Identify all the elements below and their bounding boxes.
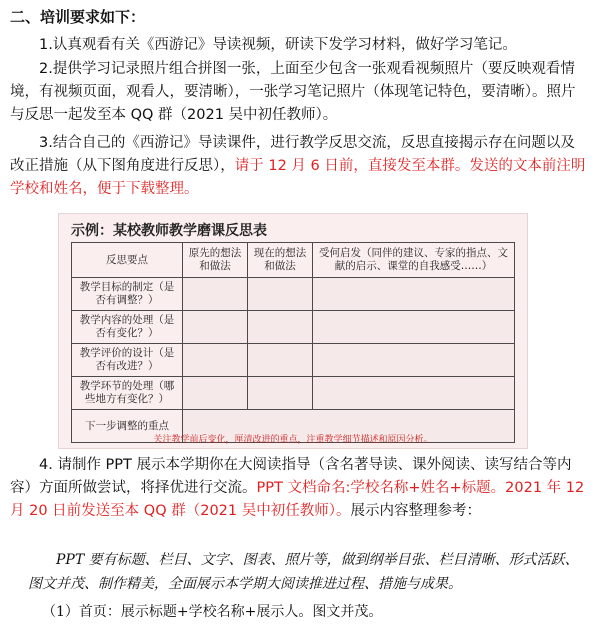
table-cell	[313, 278, 515, 311]
requirement-3	[10, 132, 588, 201]
row-head-goals: 教学目标的制定（是否有调整？）	[72, 278, 183, 311]
section-title: 二、培训要求如下：	[10, 8, 146, 26]
requirement-4-text: 4. 请制作 PPT 展示本学期你在大阅读指导（含名著导读、课外阅读、读写结合等内容）方面所做尝试，将择优进行交流。	[10, 457, 572, 496]
requirement-4-tail: 展示内容整理参考：	[350, 503, 481, 519]
table-cell	[313, 344, 515, 377]
header-original-ideas: 原先的想法和做法	[183, 243, 248, 278]
requirement-1: 1.认真观看有关《西游记》导读视频，研读下发学习材料，做好学习笔记。	[39, 37, 517, 53]
reflection-table-card	[58, 213, 528, 449]
requirement-3-deadline: 请于 12 月 6 日前，直接发至本群。发送的文本前注明学校和姓名，便于下载整理。	[10, 158, 586, 197]
requirement-2: 2.提供学习记录照片组合拼图一张，上面至少包含一张观看视频照片（要反映观看情境，有视频页面，观看人，要清晰），一张学习笔记照片（体现笔记特色，要清晰）。照片与反思一起发至本 QQ 群（2021 吴中初任教师）。	[10, 61, 576, 123]
table-cell	[313, 311, 515, 344]
table-title: 示例：某校教师教学磨课反思表	[71, 223, 267, 239]
table-cell	[248, 377, 313, 410]
table-cell	[248, 278, 313, 311]
table-cell	[248, 311, 313, 344]
table-cell	[183, 377, 248, 410]
table-cell	[183, 311, 248, 344]
header-inspiration: 受何启发（同伴的建议、专家的指点、文献的启示、课堂的自我感受……）	[313, 243, 515, 278]
table-note: 关注教学前后变化，厘清改进的重点，注重教学细节描述和原因分析。	[153, 435, 433, 445]
requirement-4-deadline: PPT 文档命名:学校名称+姓名+标题。2021 年 12 月 20 日前发送至本 QQ 群（2021 吴中初任教师）。	[10, 480, 585, 519]
row-head-evaluation: 教学评价的设计（是否有改进？）	[72, 344, 183, 377]
row-head-next-focus: 下一步调整的重点	[72, 410, 183, 443]
row-head-steps: 教学环节的处理（哪些地方有变化？）	[72, 377, 183, 410]
requirement-4	[10, 454, 588, 523]
header-reflection-points: 反思要点	[72, 243, 183, 278]
table-cell	[313, 377, 515, 410]
requirement-3-text: 3.结合自己的《西游记》导读课件，进行教学反思交流，反思直接揭示存在问题以及改正措施（从下图角度进行反思），	[10, 135, 575, 174]
sub-item-1: （1）首页：展示标题+学校名称+展示人。图文并茂。	[42, 604, 383, 620]
reflection-table	[71, 242, 515, 443]
table-cell	[183, 278, 248, 311]
row-head-content: 教学内容的处理（是否有变化？）	[72, 311, 183, 344]
header-current-ideas: 现在的想法和做法	[248, 243, 313, 278]
ppt-description: PPT 要有标题、栏目、文字、图表、照片等，做到纲举目张、栏目清晰、形式活跃、图文并茂、制作精美，全面展示本学期大阅读推进过程、措施与成果。	[28, 552, 579, 592]
table-cell	[183, 344, 248, 377]
table-cell	[248, 344, 313, 377]
